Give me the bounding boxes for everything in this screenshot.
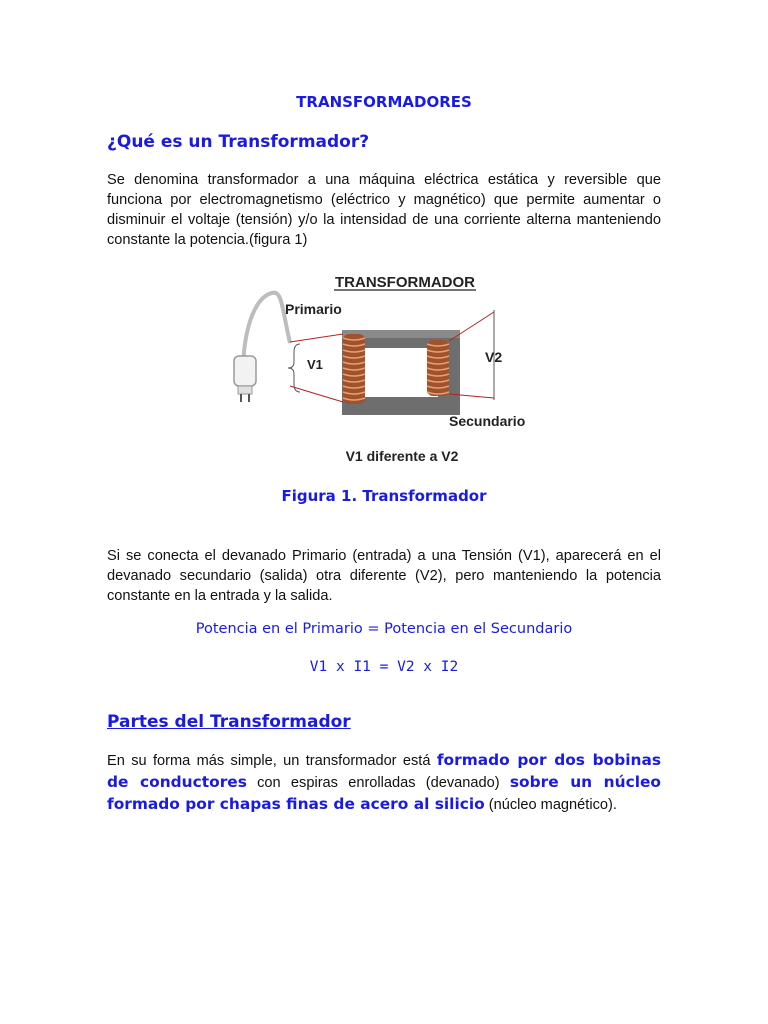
label-v2: V2	[485, 349, 503, 365]
partes-text-a: En su forma más simple, un transformador está	[107, 753, 437, 769]
section-heading-que-es: ¿Qué es un Transformador?	[107, 132, 370, 152]
paragraph-partes	[107, 750, 661, 816]
transformer-figure	[230, 268, 550, 468]
partes-emphasis-nucleo: sobre un núcleo formado por chapas finas de acero al silicio	[107, 773, 662, 813]
secondary-wire-top	[449, 312, 494, 341]
section-heading-partes: Partes del Transformador	[107, 712, 351, 732]
primary-wire-bottom	[290, 386, 343, 402]
plug-icon	[234, 356, 256, 402]
diagram-title: TRANSFORMADOR	[335, 274, 475, 291]
secondary-coil	[427, 340, 449, 396]
label-v1: V1	[307, 357, 323, 372]
formula-tension-corriente: V1 x I1 = V2 x I2	[309, 659, 459, 675]
label-primario: Primario	[285, 301, 342, 317]
formula-potencia: Potencia en el Primario = Potencia en el Secundario	[195, 621, 573, 637]
partes-text-c: (núcleo magnético).	[484, 797, 617, 813]
label-secundario: Secundario	[449, 413, 526, 429]
intro-paragraph: Se denomina transformador a una máquina eléctrica estática y reversible que funciona por electromagnetismo (eléctrico y magnético) que permite aumentar o disminuir el voltaje (tensión) y/o la intensidad de una corriente alterna manteniendo constante la potencia.(figura 1)	[107, 172, 661, 248]
transformer-diagram	[230, 268, 550, 468]
label-v1-diferente-v2: V1 diferente a V2	[345, 448, 459, 464]
primary-wire-top	[290, 334, 343, 342]
document-title: TRANSFORMADORES	[296, 93, 472, 111]
paragraph-conexion: Si se conecta el devanado Primario (entrada) a una Tensión (V1), aparecerá en el devanado secundario (salida) otra diferente (V2), pero manteniendo la potencia constante en la entrada y la salida.	[107, 548, 661, 604]
primary-coil	[343, 334, 365, 404]
partes-text-b: con espiras enrolladas (devanado)	[246, 775, 510, 791]
figure-caption: Figura 1. Transformador	[281, 487, 487, 505]
v1-brace	[288, 344, 300, 392]
partes-emphasis-bobinas: formado por dos bobinas de conductores	[107, 751, 661, 791]
